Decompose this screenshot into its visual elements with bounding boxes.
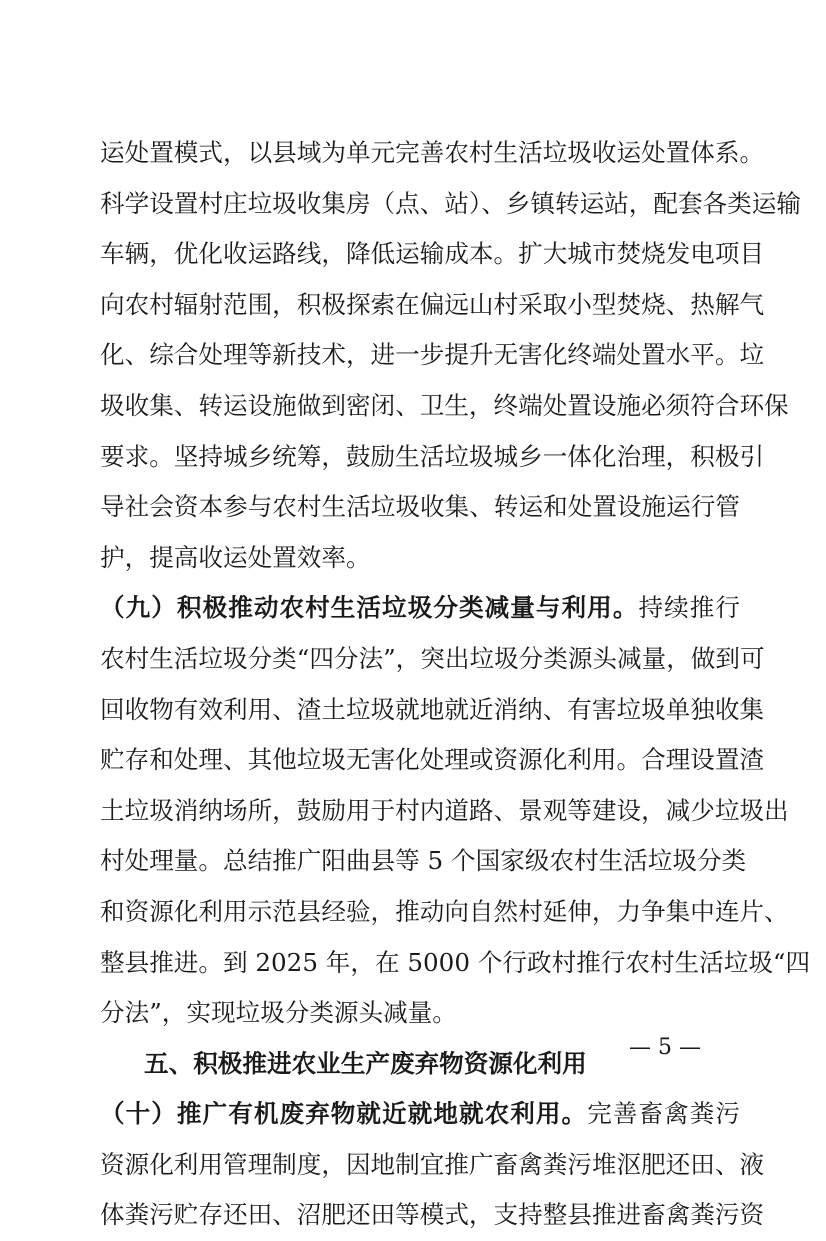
text-line xyxy=(100,1140,765,1191)
text-line xyxy=(100,381,789,432)
line-text: 完善畜禽粪污 xyxy=(587,1099,740,1129)
line-text: 向农村辐射范围，积极探索在偏远山村采取小型焚烧、热解气 xyxy=(100,289,765,319)
line-text: 资源化利用管理制度，因地制宜推广畜禽粪污堆沤肥还田、液 xyxy=(100,1149,765,1179)
line-text: 贮存和处理、其他垃圾无害化处理或资源化利用。合理设置渣 xyxy=(100,745,765,775)
line-text: 导社会资本参与农村生活垃圾收集、转运和处置设施运行管 xyxy=(100,492,740,522)
line-text: 运处置模式，以县域为单元完善农村生活垃圾收运处置体系。 xyxy=(100,138,765,167)
line-text: 农村生活垃圾分类“四分法”，突出垃圾分类源头减量，做到可 xyxy=(100,643,765,673)
text-line xyxy=(100,533,740,584)
text-line xyxy=(100,938,811,989)
text-line xyxy=(100,280,765,331)
heading-text: 五、积极推进农业生产废弃物资源化利用 xyxy=(144,1048,587,1078)
line-text: 土垃圾消纳场所，鼓励用于村内道路、景观等建设，减少垃圾出 xyxy=(100,795,789,825)
text-line xyxy=(100,685,765,736)
section-nine-heading: （九）积极推动农村生活垃圾分类减量与利用。 xyxy=(100,593,639,623)
text-line xyxy=(100,128,765,179)
line-text: 整县推进。到 2025 年，在 5000 个行政村推行农村生活垃圾“四 xyxy=(100,947,811,977)
text-line xyxy=(100,1190,765,1241)
body-text xyxy=(100,128,811,1241)
line-text: 科学设置村庄垃圾收集房（点、站）、乡镇转运站，配套各类运输 xyxy=(100,188,801,218)
line-text: 和资源化利用示范县经验，推动向自然村延伸，力争集中连片、 xyxy=(100,896,789,926)
text-line xyxy=(100,634,765,685)
line-text: 回收物有效利用、渣土垃圾就地就近消纳、有害垃圾单独收集 xyxy=(100,694,765,724)
section-ten-first-line xyxy=(100,1089,740,1140)
text-line xyxy=(100,482,740,533)
line-text: 体粪污贮存还田、沼肥还田等模式，支持整县推进畜禽粪污资 xyxy=(100,1200,765,1230)
text-line xyxy=(100,229,765,280)
line-text: 护，提高收运处置效率。 xyxy=(100,542,371,572)
text-line xyxy=(100,179,801,230)
line-text: 圾收集、转运设施做到密闭、卫生，终端处置设施必须符合环保 xyxy=(100,390,789,420)
line-text: 车辆，优化收运路线，降低运输成本。扩大城市焚烧发电项目 xyxy=(100,239,765,269)
text-line xyxy=(100,735,765,786)
text-line xyxy=(100,432,765,483)
text-line xyxy=(100,330,765,381)
text-line xyxy=(100,786,789,837)
line-text: 分法”，实现垃圾分类源头减量。 xyxy=(100,998,457,1028)
page-number: — 5 — xyxy=(629,1035,701,1060)
line-text: 持续推行 xyxy=(638,593,740,623)
line-text: 化、综合处理等新技术，进一步提升无害化终端处置水平。垃 xyxy=(100,340,765,370)
section-nine-first-line xyxy=(100,583,740,634)
text-line xyxy=(100,887,789,938)
section-ten-heading: （十）推广有机废弃物就近就地就农利用。 xyxy=(100,1099,588,1129)
line-text: 村处理量。总结推广阳曲县等 5 个国家级农村生活垃圾分类 xyxy=(100,846,747,876)
text-line xyxy=(100,836,747,887)
text-line xyxy=(100,988,740,1039)
line-text: 要求。坚持城乡统筹，鼓励生活垃圾城乡一体化治理，积极引 xyxy=(100,441,765,471)
